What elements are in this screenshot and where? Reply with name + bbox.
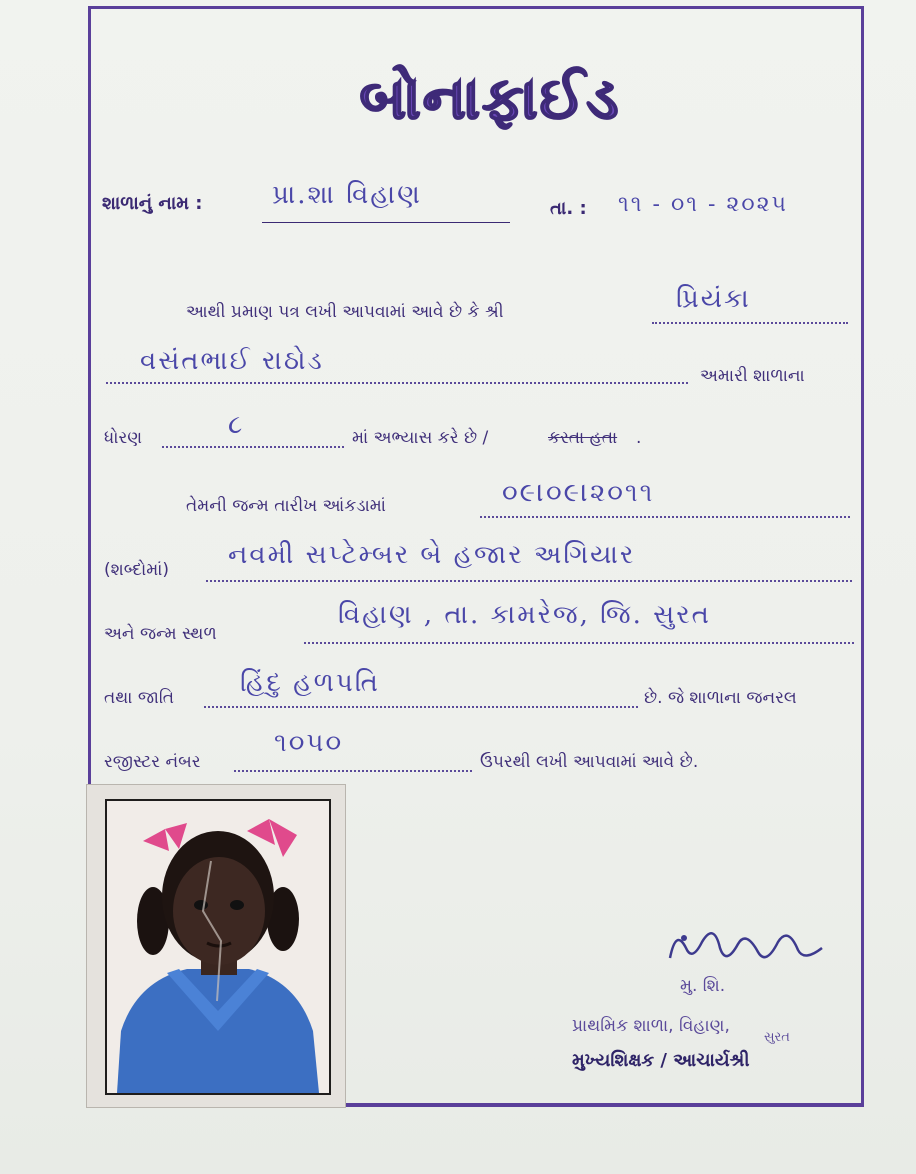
date-value: ૧૧ - ૦૧ - ૨૦૨૫ (618, 192, 788, 217)
student-rest-name: વસંતભાઈ રાઠોડ (140, 346, 324, 376)
school-name-underline (262, 222, 510, 223)
school-name-label: શાળાનું નામ : (102, 193, 203, 214)
stamp-line-2: પ્રાથમિક શાળા, વિહાણ, (572, 1016, 730, 1036)
standard-end: . (636, 428, 642, 448)
certificate-line-1: આથી પ્રમાણ પત્ર લખી આપવામાં આવે છે કે શ્રી (186, 302, 504, 322)
student-photo (86, 784, 346, 1108)
standard-suffix: માં અભ્યાસ કરે છે / (352, 428, 489, 448)
dob-words: નવમી સપ્ટેમ્બર બે હજાર અગિયાર (228, 540, 636, 570)
school-name-value: પ્રા.શા વિહાણ (272, 180, 422, 210)
standard-struck-text: કરતા હતા (548, 428, 618, 448)
certificate-title: બોનાફાઈડ (359, 64, 621, 132)
dob-label: તેમની જન્મ તારીખ આંકડામાં (186, 496, 386, 516)
register-suffix: ઉપરથી લખી આપવામાં આવે છે. (480, 752, 699, 772)
name-dotted-line-2 (106, 382, 688, 384)
register-value: ૧૦૫૦ (274, 728, 344, 758)
standard-value: ૮ (228, 410, 245, 440)
dob-words-dotted-line (206, 580, 852, 582)
caste-suffix: છે. જે શાળાના જનરલ (644, 688, 797, 708)
standard-dotted-line (162, 446, 344, 448)
caste-value: હિંદુ હળપતિ (240, 668, 380, 698)
headmaster-signature (662, 918, 832, 982)
name-dotted-line (652, 322, 848, 324)
student-first-name: પ્રિયંકા (676, 284, 751, 314)
stamp-line-3: મુખ્યશિક્ષક / આચાર્યશ્રી (572, 1050, 750, 1071)
standard-label: ધોરણ (104, 428, 143, 448)
student-photo-frame (105, 799, 331, 1095)
student-portrait-illustration (107, 801, 329, 1093)
stamp-line-1: મુ. શિ. (680, 976, 726, 996)
register-dotted-line (234, 770, 472, 772)
caste-label: તથા જાતિ (104, 688, 175, 708)
caste-dotted-line (204, 706, 638, 708)
dob-digits: ૦૯।૦૯।૨૦૧૧ (502, 478, 655, 508)
certificate-line-2-suffix: અમારી શાળાના (700, 366, 805, 386)
birthplace-value: વિહાણ , તા. કામરેજ, જિ. સુરત (338, 600, 711, 630)
dob-words-label: (શબ્દોમાં) (104, 560, 170, 580)
date-label: તા. : (550, 198, 587, 219)
dob-dotted-line (480, 516, 850, 518)
register-label: રજીસ્ટર નંબર (104, 752, 201, 772)
stamp-small-text: સુરત (764, 1030, 790, 1045)
birthplace-dotted-line (304, 642, 854, 644)
birthplace-label: અને જન્મ સ્થળ (104, 624, 217, 644)
